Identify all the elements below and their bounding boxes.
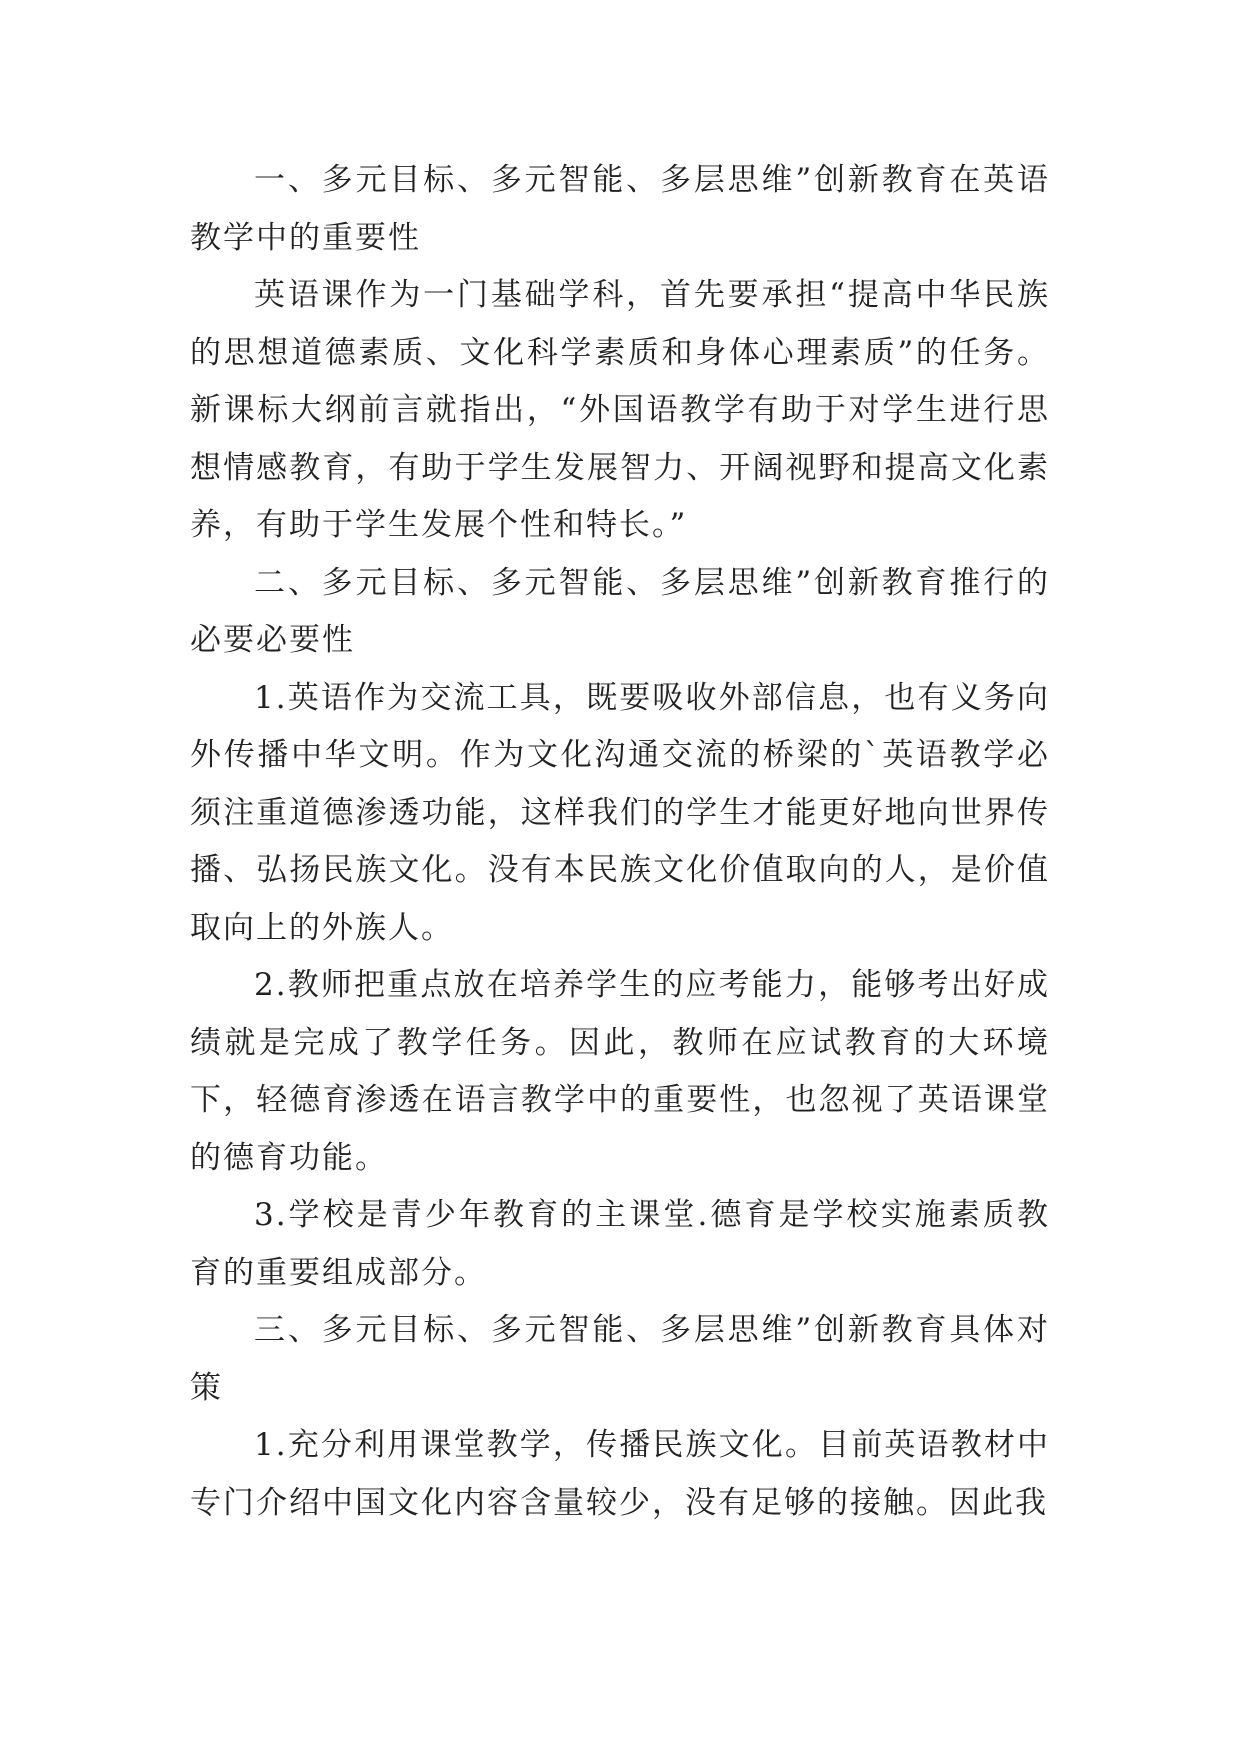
heading-2: 二、多元目标、多元智能、多层思维”创新教育推行的必要必要性: [190, 564, 1050, 658]
paragraph-3: 2.教师把重点放在培养学生的应考能力，能够考出好成绩就是完成了教学任务。因此，教师在应试教育的大环境下，轻德育渗透在语言教学中的重要性，也忽视了英语课堂的德育功能。: [190, 967, 1050, 1176]
heading-1: 一、多元目标、多元智能、多层思维”创新教育在英语教学中的重要性: [190, 162, 1050, 256]
document-body: [190, 152, 1050, 1532]
paragraph-2: 1.英语作为交流工具，既要吸收外部信息，也有义务向外传播中华文明。作为文化沟通交流的桥梁的`英语教学必须注重道德渗透功能，这样我们的学生才能更好地向世界传播、弘扬民族文化。没有本民族文化价值取向的人，是价值取向上的外族人。: [190, 679, 1050, 946]
paragraph-5: 1.充分利用课堂教学，传播民族文化。目前英语教材中专门介绍中国文化内容含量较少，没有足够的接触。因此我: [190, 1427, 1050, 1521]
heading-3: 三、多元目标、多元智能、多层思维”创新教育具体对策: [190, 1312, 1050, 1406]
paragraph-1: 英语课作为一门基础学科，首先要承担“提高中华民族的思想道德素质、文化科学素质和身体心理素质”的任务。新课标大纲前言就指出，“外国语教学有助于对学生进行思想情感教育，有助于学生发展智力、开阔视野和提高文化素养，有助于学生发展个性和特长。”: [190, 277, 1050, 543]
paragraph-4: 3.学校是青少年教育的主课堂.德育是学校实施素质教育的重要组成部分。: [190, 1197, 1050, 1291]
